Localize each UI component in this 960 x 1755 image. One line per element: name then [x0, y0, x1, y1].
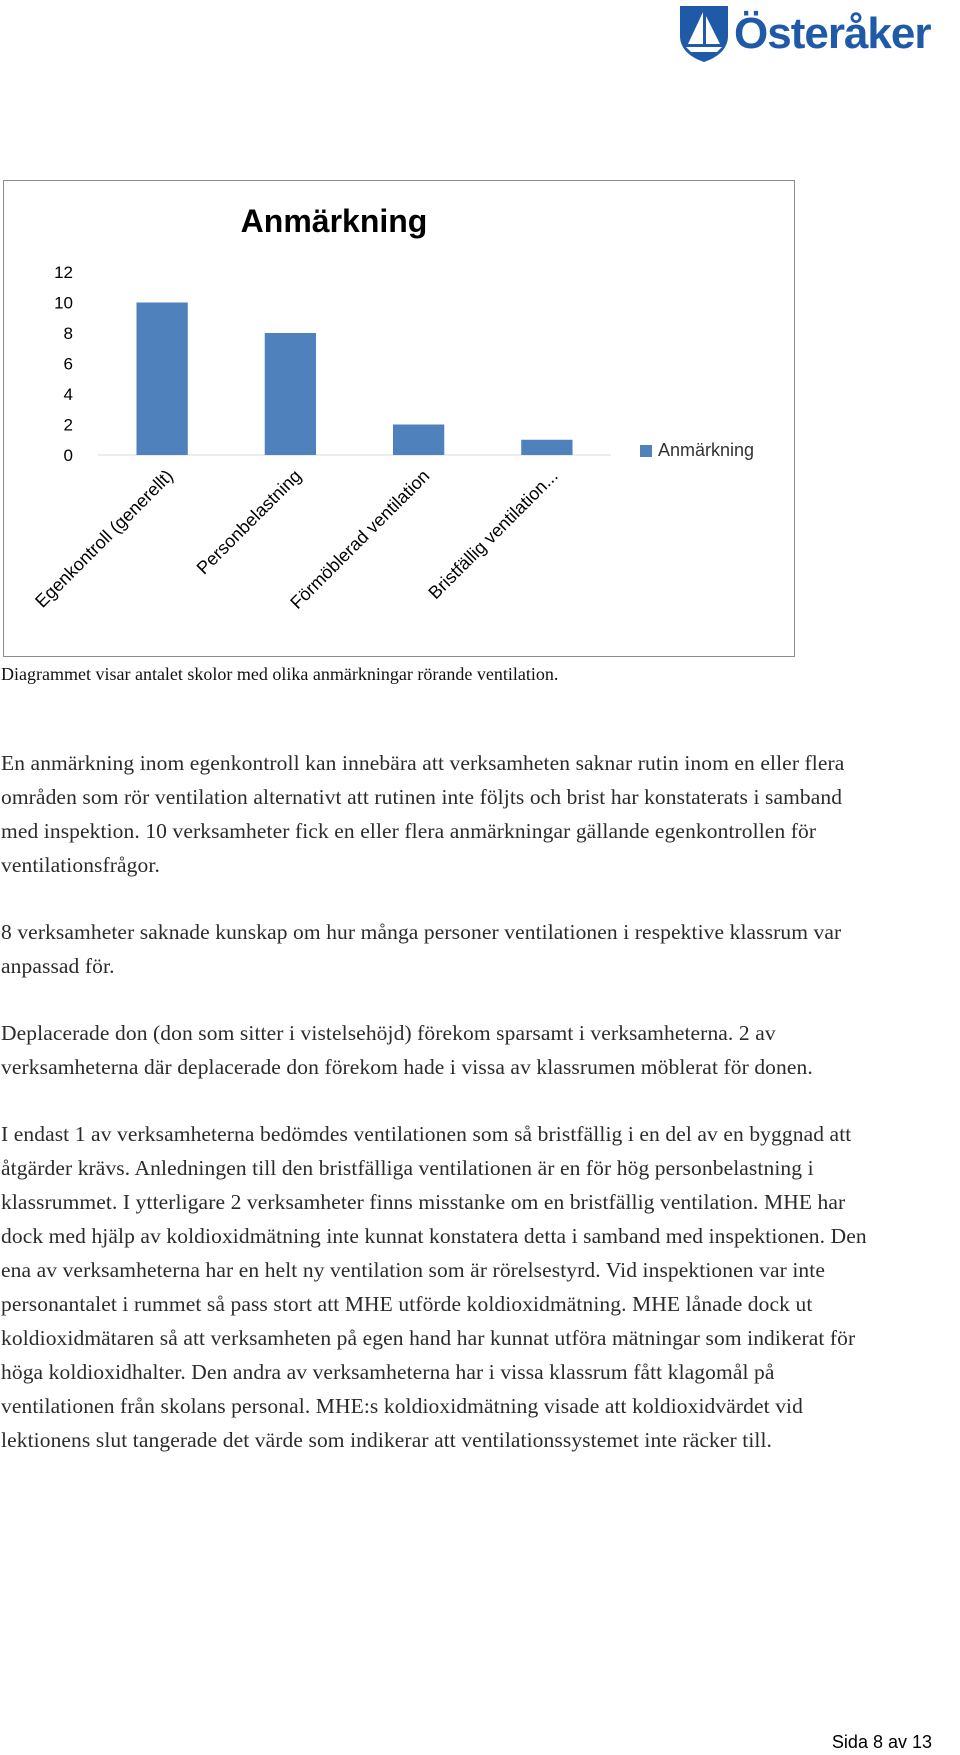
x-category-label-3: Förmöblerad ventilation — [286, 465, 434, 613]
chart-caption: Diagrammet visar antalet skolor med olika anmärkningar rörande ventilation. — [1, 664, 559, 684]
bar-1 — [136, 303, 187, 456]
x-category-label-2: Personbelastning — [192, 465, 306, 579]
paragraph-egenkontroll: En anmärkning inom egenkontroll kan innebära att verksamheten saknar rutin inom en eller flera områden som rör ventilation alternativt att rutinen inte följts och brist har konstaterats i samband med inspektion. 10 verksamheter fick en eller flera anmärkningar gällande egenkontrollen för ventilationsfrågor. — [1, 751, 845, 877]
y-tick-label-8: 8 — [63, 324, 73, 343]
y-tick-label-6: 6 — [63, 354, 73, 374]
y-tick-label-2: 2 — [63, 415, 73, 435]
y-tick-label-12: 12 — [54, 263, 73, 282]
anmarkning-bar-chart — [3, 180, 795, 657]
y-tick-label-4: 4 — [63, 385, 73, 404]
page-number: Sida 8 av 13 — [831, 1732, 932, 1752]
y-tick-label-0: 0 — [63, 446, 73, 465]
x-category-label-4: Bristfällig ventilation... — [424, 465, 562, 603]
body-text — [1, 746, 881, 1490]
bar-3 — [393, 425, 444, 456]
osteraker-logo — [676, 0, 956, 66]
legend-label: Anmärkning — [658, 440, 755, 460]
paragraph-personbelastning: 8 verksamheter saknade kunskap om hur många personer ventilationen i respektive klassrum var anpassad för. — [1, 920, 842, 978]
y-tick-label-10: 10 — [54, 293, 73, 313]
legend-swatch — [640, 445, 652, 457]
paragraph-bristfallig-ventilation: I endast 1 av verksamheterna bedömdes ventilationen som så bristfällig i en del av en byggnad att åtgärder krävs. Anledningen till den bristfälliga ventilationen är en för hög personbelastning i klassrummet. I ytterligare 2 verksamheter finns misstanke om en bristfällig ventilation. MHE har dock med hjälp av koldioxidmätning inte kunnat konstatera detta i samband med inspektionen. Den ena av verksamheterna har en helt ny ventilation som är rörelsestyrd. Vid inspektionen var inte personantalet i rummet så pass stort att MHE utförde koldioxidmätning. MHE lånade dock ut koldioxidmätaren så att verksamheten på egen hand har kunnat utföra mätningar som indikerat för höga koldioxidhalter. Den andra av verksamheterna har i vissa klassrum fått klagomål på ventilationen från skolans personal. MHE:s koldioxidmätning visade att koldioxidvärdet vid lektionens slut tangerade det värde som indikerar att ventilationssystemet inte räcker till. — [1, 1122, 867, 1452]
logo-wordmark: Österåker — [734, 9, 931, 58]
x-category-label-1: Egenkontroll (generellt) — [31, 465, 177, 612]
bar-4 — [521, 440, 572, 455]
paragraph-deplacerade-don: Deplacerade don (don som sitter i vistelsehöjd) förekom sparsamt i verksamheterna. 2 av verksamheterna där deplacerade don förekom hade i vissa av klassrumen möblerat för donen. — [1, 1021, 813, 1079]
chart-title: Anmärkning — [240, 203, 428, 239]
sailboat-shield-icon — [680, 6, 728, 62]
chart-frame — [4, 181, 795, 657]
bar-2 — [265, 333, 316, 455]
